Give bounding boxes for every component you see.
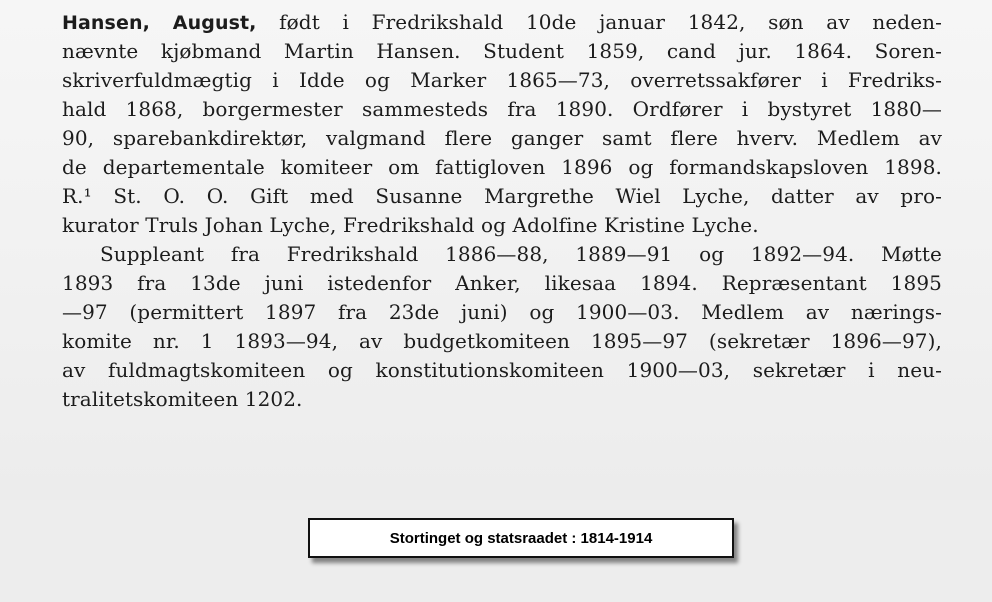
entry-line-13: av fuldmagtskomiteen og konstitutionskomiteen 1900—03, sekretær i neu- (62, 358, 942, 382)
entry-line-7: R.¹ St. O. O. Gift med Susanne Margrethe Wiel Lyche, datter av pro- (62, 184, 942, 208)
entry-line-12: komite nr. 1 1893—94, av budgetkomiteen 1895—97 (sekretær 1896—97), (62, 329, 942, 353)
entry-line-2: nævnte kjøbmand Martin Hansen. Student 1859, cand jur. 1864. Soren- (62, 39, 942, 63)
entry-line-6: de departementale komiteer om fattigloven 1896 og formandskapsloven 1898. (62, 155, 942, 179)
entry-line-11: —97 (permittert 1897 fra 23de juni) og 1900—03. Medlem av nærings- (62, 300, 942, 324)
entry-name: Hansen, August, (62, 12, 257, 34)
entry-line-9: Suppleant fra Fredrikshald 1886—88, 1889—91 og 1892—94. Møtte (100, 242, 942, 266)
source-caption: Stortinget og statsraadet : 1814-1914 (308, 518, 734, 558)
entry-line-3: skriverfuldmægtig i Idde og Marker 1865—73, overretssakfører i Fredriks- (62, 68, 942, 92)
entry-line-4: hald 1868, borgermester sammesteds fra 1890. Ordfører i bystyret 1880— (62, 97, 942, 121)
entry-line-5: 90, sparebankdirektør, valgmand flere ganger samt flere hverv. Medlem av (62, 126, 942, 150)
entry-line-1 (62, 8, 942, 37)
entry-line-14: tralitetskomiteen 1202. (62, 387, 303, 411)
biography-entry (62, 8, 942, 414)
entry-line-8: kurator Truls Johan Lyche, Fredrikshald og Adolfine Kristine Lyche. (62, 213, 759, 237)
entry-line-10: 1893 fra 13de juni istedenfor Anker, likesaa 1894. Repræsentant 1895 (62, 271, 942, 295)
entry-line-1-text: født i Fredrikshald 10de januar 1842, søn av neden- (256, 10, 942, 34)
